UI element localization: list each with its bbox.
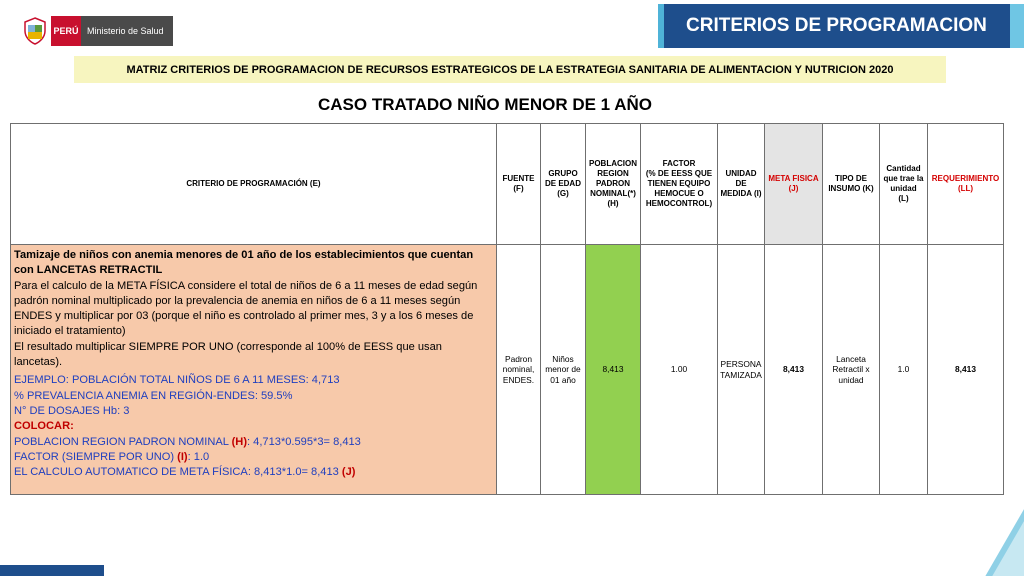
criterio-paragraph-1: Para el calculo de la META FÍSICA considere el total de niños de 6 a 11 meses de edad según padrón nominal multiplicado por la prevalencia de anemia en niños de 6 a 11 meses según ENDES y multiplicar por 03 (porque el niño es controlado al primer mes, 3 y a los 6 meses de iniciado el tratamiento) [14,279,478,338]
colocar-line-1-text: POBLACION REGION PADRON NOMINAL [14,435,232,448]
criterio-paragraph-2: El resultado multiplicar SIEMPRE POR UNO (corresponde al 100% de EESS que usan lancetas). [14,340,442,369]
criterio-description [11,245,497,495]
colocar-line-3-code: (J) [341,466,356,479]
section-banner: CRITERIOS DE PROGRAMACION [664,4,1010,48]
minsa-logo [22,16,173,46]
banner-edge [1010,4,1024,48]
cell-requerimiento: 8,413 [928,245,1004,495]
colocar-line-1 [14,435,493,450]
table-row [11,245,1004,495]
colocar-line-1-value: : 4,713*0.595*3= 8,413 [247,435,361,448]
example-line-2: % PREVALENCIA ANEMIA EN REGIÓN-ENDES: 59.5% [14,389,293,402]
criterio-title: Tamizaje de niños con anemia menores de 01 año de los establecimientos que cuentan con LANCETAS RETRACTIL [14,249,474,277]
colocar-label: COLOCAR: [14,420,74,433]
example-line-3: N° DE DOSAJES Hb: 3 [14,404,130,417]
colocar-line-2-text: FACTOR (SIEMPRE POR UNO) [14,450,178,463]
table-header-row [11,124,1004,245]
cell-factor: 1.00 [641,245,718,495]
header-requerimiento: REQUERIMIENTO (LL) [928,124,1004,245]
header-unidad: UNIDAD DE MEDIDA (I) [718,124,765,245]
example-line-1: EJEMPLO: POBLACIÓN TOTAL NIÑOS DE 6 A 11 MESES: 4,713 [14,374,340,387]
header-fuente: FUENTE (F) [497,124,541,245]
colocar-line-3 [14,465,493,480]
matrix-title-strip: MATRIZ CRITERIOS DE PROGRAMACION DE RECURSOS ESTRATEGICOS DE LA ESTRATEGIA SANITARIA DE ALIMENTACION Y NUTRICION 2020 [74,56,946,83]
cell-fuente: Padron nominal, ENDES. [497,245,541,495]
cell-unidad: PERSONA TAMIZADA [718,245,765,495]
header-tipo: TIPO DE INSUMO (K) [823,124,880,245]
criteria-table [10,123,1004,495]
footer-decoration-left [0,565,104,576]
colocar-line-1-code: (H) [231,435,248,448]
header-criterio: CRITERIO DE PROGRAMACIÓN (E) [11,124,497,245]
header-grupo: GRUPO DE EDAD (G) [541,124,586,245]
cell-tipo: Lanceta Retractil x unidad [823,245,880,495]
cell-meta: 8,413 [765,245,823,495]
colocar-line-2-value: : 1.0 [187,450,210,463]
header-cantidad: Cantidad que trae la unidad (L) [880,124,928,245]
country-label: PERÚ [51,16,81,46]
colocar-line-3-text: EL CALCULO AUTOMATICO DE META FÍSICA: 8,413*1.0= 8,413 [14,466,342,479]
cell-grupo: Niños menor de 01 año [541,245,586,495]
case-title: CASO TRATADO NIÑO MENOR DE 1 AÑO [317,95,653,114]
cell-cantidad: 1.0 [880,245,928,495]
cell-poblacion: 8,413 [586,245,641,495]
colocar-line-2 [14,450,493,465]
header-poblacion: POBLACION REGION PADRON NOMINAL(*) (H) [586,124,641,245]
header-factor: FACTOR (% DE EESS QUE TIENEN EQUIPO HEMOCUE O HEMOCONTROL) [641,124,718,245]
ministry-label: Ministerio de Salud [81,16,173,46]
coat-of-arms-icon [22,16,48,46]
colocar-line-2-code: (I) [177,450,188,463]
header-meta: META FISICA (J) [765,124,823,245]
